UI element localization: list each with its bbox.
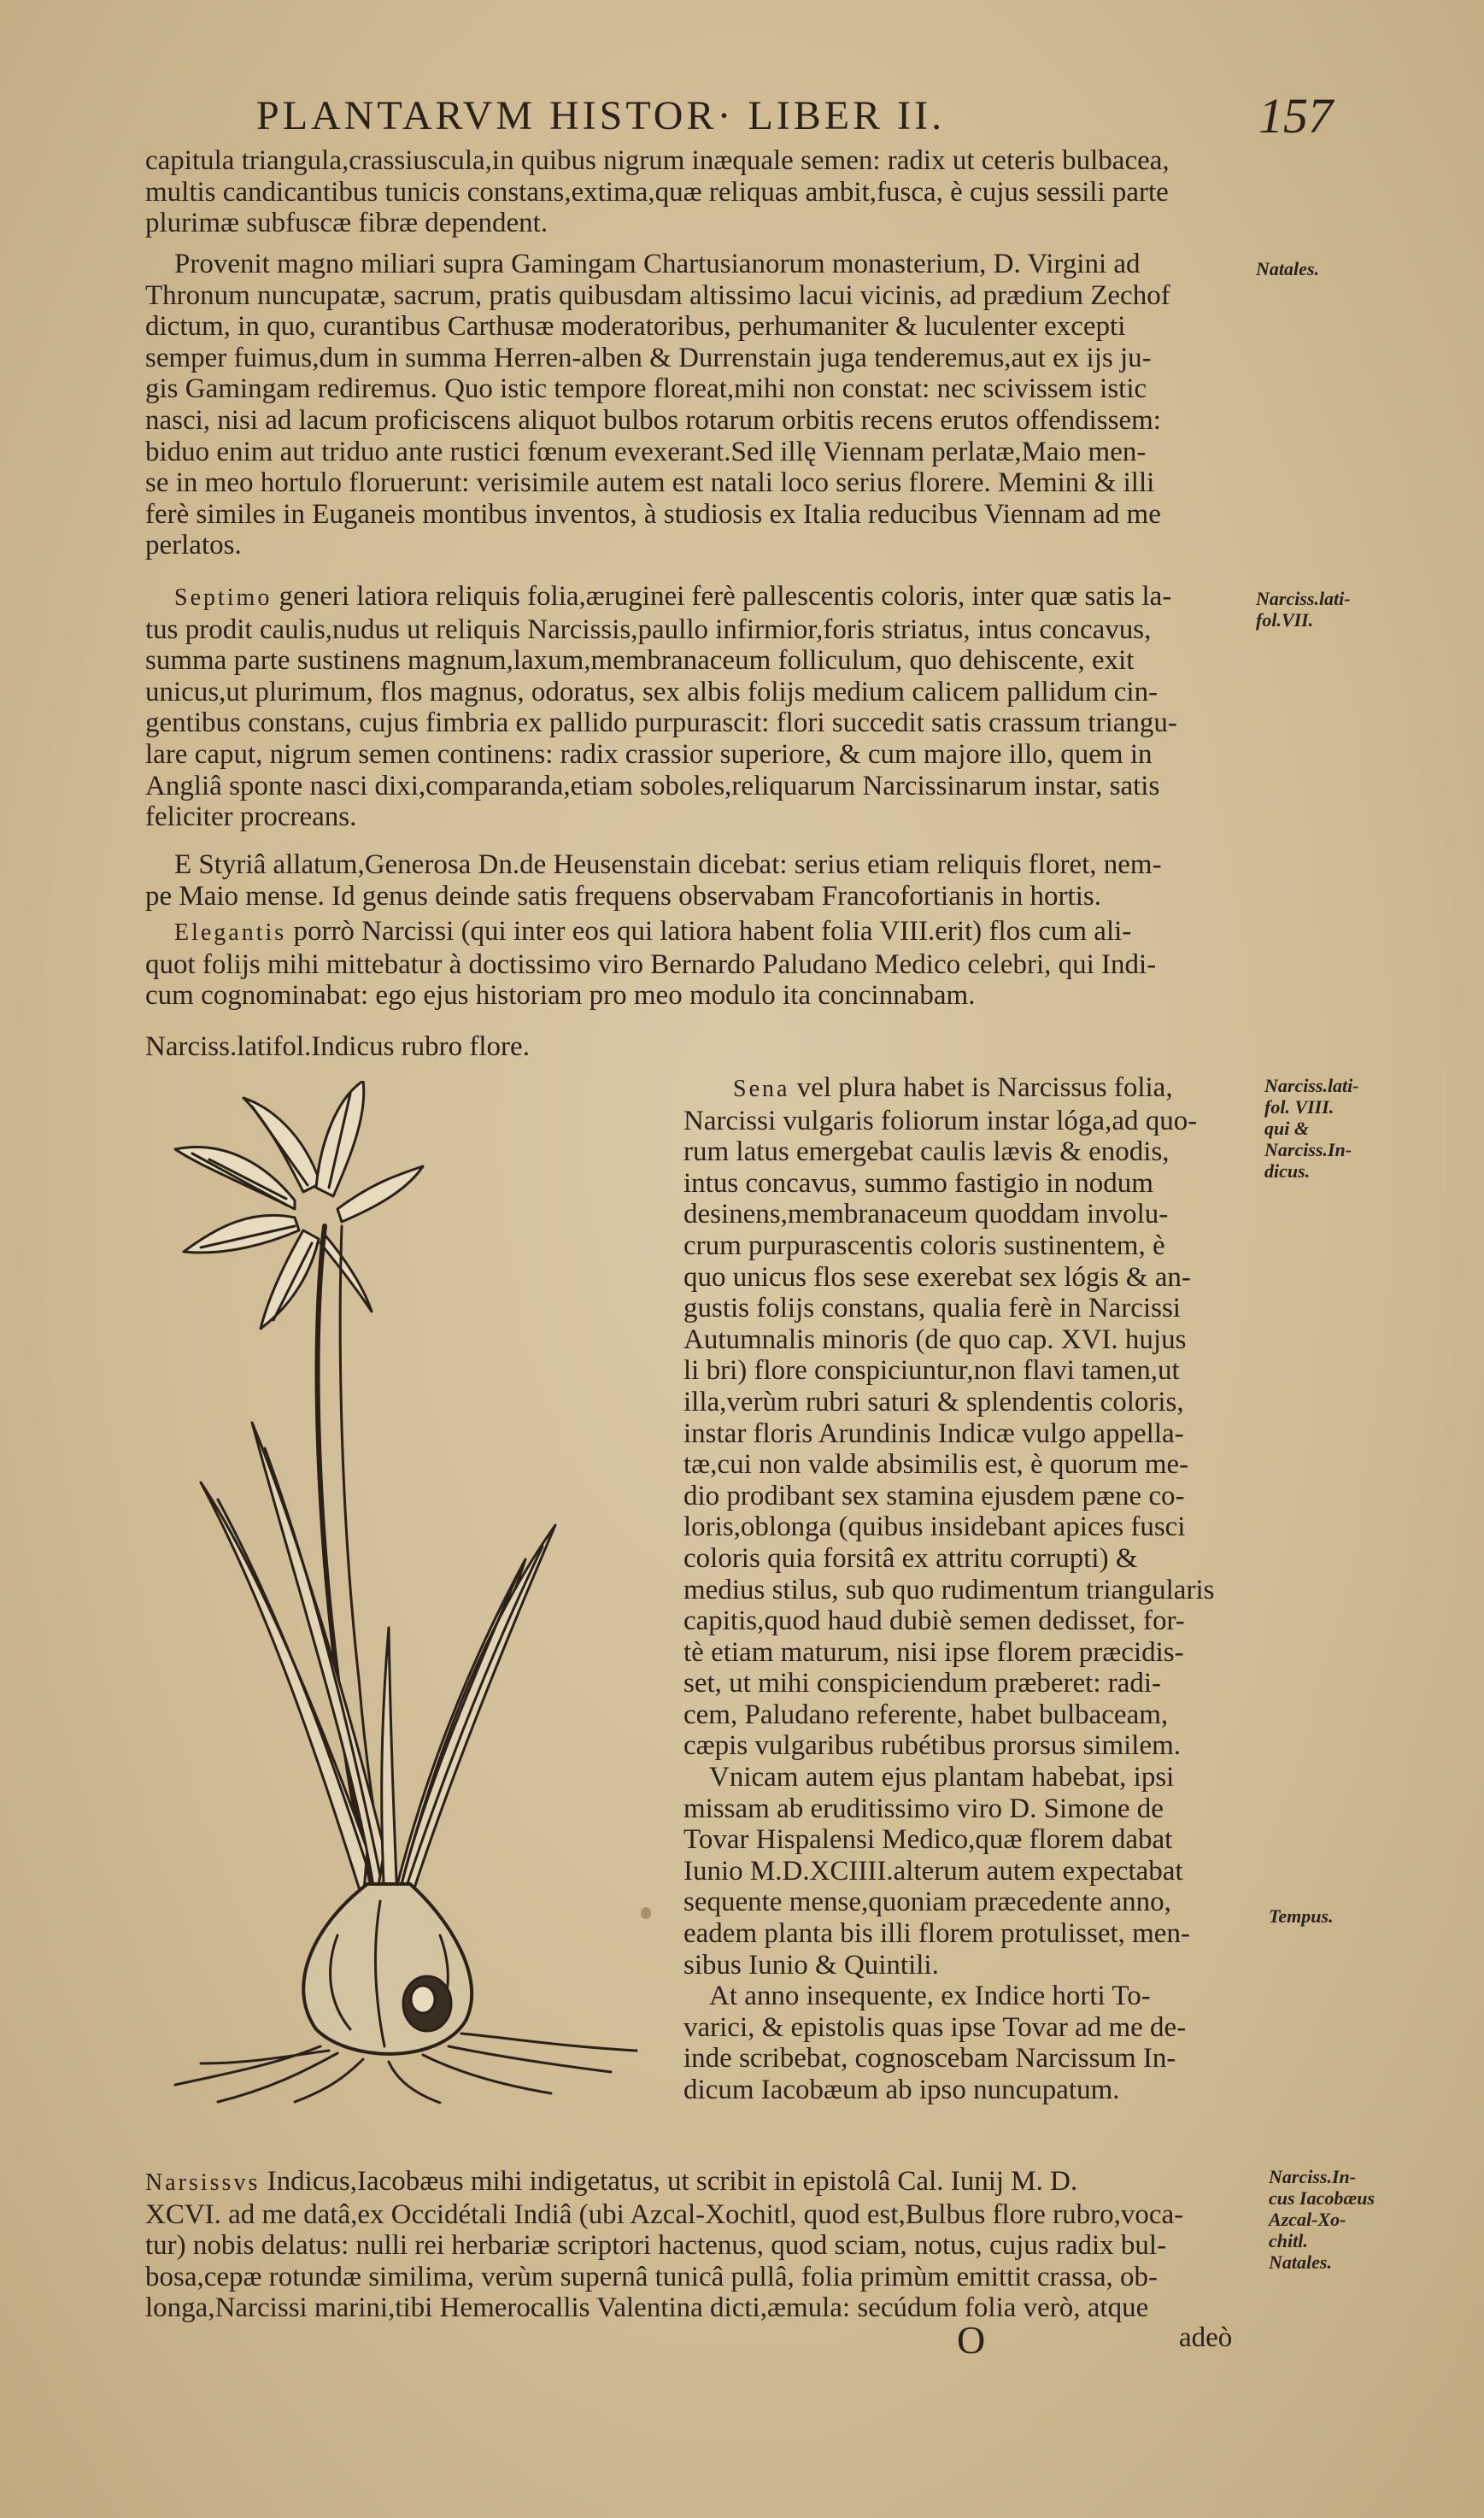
margin-note-line: fol. VIII. bbox=[1264, 1096, 1334, 1118]
text-line-rest: generi latiora reliquis folia,æruginei ferè pallescentis coloris, inter quæ satis la- bbox=[279, 581, 1172, 612]
text-line: cæpis vulgaribus rubétibus prorsus similem. bbox=[683, 1730, 1182, 1762]
text-line: Thronum nuncupatæ, sacrum, pratis quibusdam altissimo lacui vicinis, ad prædium Zechof bbox=[145, 279, 1170, 311]
text-line-rest: porrò Narcissi (qui inter eos qui latiora habent folia VIII.erit) flos cum ali- bbox=[293, 916, 1132, 947]
text-line bbox=[683, 1072, 1264, 1106]
narcissus-woodcut-illustration bbox=[167, 1081, 645, 2106]
text-line: li bri) flore conspiciuntur,non flavi tamen,ut bbox=[683, 1355, 1180, 1387]
text-line: semper fuimus,dum in summa Herren-alben & Durrenstain juga tenderemus,aut ex ijs ju- bbox=[145, 342, 1152, 373]
paragraph-styria bbox=[145, 849, 1256, 912]
text-line: bosa,cepæ rotundæ similima, verùm supernâ tunicâ pullâ, folia primùm emittit crassa, ob- bbox=[145, 2261, 1158, 2292]
text-line-rest: vel plura habet is Narcissus folia, bbox=[796, 1072, 1173, 1103]
text-line: gustis folijs constans, qualia ferè in Narcissi bbox=[683, 1293, 1181, 1324]
text-line: missam ab eruditissimo viro D. Simone de bbox=[683, 1793, 1164, 1824]
text-line: eadem planta bis illi florem protulisset, men- bbox=[683, 1918, 1190, 1950]
text-line: Iunio M.D.XCIIII.alterum autem expectabat bbox=[683, 1855, 1183, 1887]
margin-note-line: Narciss.In- bbox=[1269, 2166, 1357, 2187]
text-line: nasci, nisi ad lacum proficiscens aliquot bulbos rotarum orbitis recens erutos offendissem: bbox=[145, 404, 1161, 436]
text-line: E Styriâ allatum,Generosa Dn.de Heusenstain dicebat: serius etiam reliquis floret, nem- bbox=[174, 849, 1162, 880]
page-number: 157 bbox=[1258, 88, 1333, 144]
paragraph-lead-word: Septimo bbox=[174, 584, 273, 611]
text-line: tus prodit caulis,nudus ut reliquis Narcissis,paullo infirmior,foris striatus, intus concavus, bbox=[145, 613, 1152, 645]
text-line: intus concavus, summo fastigio in nodum bbox=[683, 1167, 1153, 1199]
text-line: gis Gamingam rediremus. Quo istic tempore floreat,mihi non constat: nec scivissem istic bbox=[145, 373, 1147, 405]
text-line: Tovar Hispalensi Medico,quæ florem dabat bbox=[683, 1824, 1173, 1856]
text-line: dictum, in quo, curantibus Carthusæ moderatoribus, perhumaniter & luculenter excepti bbox=[145, 311, 1126, 343]
margin-note-line: Narciss.lati- bbox=[1264, 1075, 1359, 1096]
text-line: crum purpurascentis coloris sustinentem, è bbox=[683, 1230, 1165, 1261]
paragraph-lead-word: Sena bbox=[733, 1076, 790, 1102]
margin-note-natales: Natales. bbox=[1256, 258, 1319, 279]
text-line: tur) nobis delatus: nulli rei herbariæ scriptori hactenus, quod sciam, notus, cujus radix bul- bbox=[145, 2230, 1167, 2262]
text-line: Narcissi vulgaris foliorum instar lóga,ad quo- bbox=[683, 1105, 1198, 1136]
text-line: perlatos. bbox=[145, 530, 242, 561]
text-line: Angliâ sponte nasci dixi,comparanda,etiam soboles,reliquarum Narcissinarum instar, satis bbox=[145, 770, 1160, 801]
text-line: sibus Iunio & Quintili. bbox=[683, 1949, 939, 1981]
text-line: longa,Narcissi marini,tibi Hemerocallis Valentina dicti,æmula: secúdum folia verò, atque bbox=[145, 2292, 1149, 2324]
text-line: At anno insequente, ex Indice horti To- bbox=[709, 1981, 1151, 2012]
text-line: Provenit magno miliari supra Gamingam Chartusianorum monasterium, D. Virgini ad bbox=[174, 249, 1141, 279]
margin-note-line: qui & bbox=[1264, 1118, 1309, 1139]
text-line: illa,verùm rubri saturi & splendentis coloris, bbox=[683, 1386, 1184, 1417]
margin-note-line: Azcal-Xo- bbox=[1269, 2209, 1346, 2230]
text-line: quot folijs mihi mittebatur à doctissimo viro Bernardo Paludano Medico celebri, qui Indi- bbox=[145, 948, 1157, 980]
margin-note-tempus: Tempus. bbox=[1269, 1905, 1334, 1927]
text-line: desinens,membranaceum quoddam involu- bbox=[683, 1199, 1169, 1230]
text-line: Autumnalis minoris (de quo cap. XVI. hujus bbox=[683, 1324, 1187, 1355]
text-line-rest: Indicus,Iacobæus mihi indigetatus, ut scribit in epistolâ Cal. Iunij M. D. bbox=[267, 2166, 1078, 2197]
paragraph-elegantis bbox=[145, 916, 1256, 1012]
ink-spot bbox=[641, 1907, 651, 1919]
text-line: capitis,quod haud dubiè semen dedisset, for- bbox=[683, 1605, 1185, 1637]
running-title: PLANTARVM HISTOR· LIBER II. bbox=[256, 93, 946, 138]
text-line: varici, & epistolis quas ipse Tovar ad me de- bbox=[683, 2011, 1187, 2043]
text-line: gentibus constans, cujus fimbria ex pallido purpurascit: flori succedit satis crassum triangu- bbox=[145, 707, 1177, 739]
margin-note-line: Narciss.In- bbox=[1264, 1139, 1352, 1160]
text-line: set, ut mihi conspiciendum præberet: radi- bbox=[683, 1668, 1162, 1699]
text-line: ferè similes in Euganeis montibus inventos, à studiosis ex Italia reducibus Viennam ad me bbox=[145, 498, 1161, 530]
text-line: quo unicus flos sese exerebat sex lógis & an- bbox=[683, 1261, 1191, 1293]
text-line: unicus,ut plurimum, flos magnus, odoratus, sex albis folijs medium calicem pallidum cin- bbox=[145, 676, 1158, 707]
text-line: multis candicantibus tunicis constans,extima,quæ reliquas ambit,fusca, è cujus sessili parte bbox=[145, 176, 1169, 208]
text-line: plurimæ subfuscæ fibræ dependent. bbox=[145, 208, 548, 239]
paragraph-septimo bbox=[145, 581, 1256, 833]
text-line: cem, Paludano referente, habet bulbaceam, bbox=[683, 1699, 1169, 1730]
text-line: XCVI. ad me datâ,ex Occidétali Indiâ (ubi Azcal-Xochitl, quod est,Bulbus flore rubro,voca- bbox=[145, 2198, 1184, 2230]
margin-note-line: chitl. bbox=[1269, 2230, 1308, 2251]
signature-mark: O bbox=[957, 2318, 986, 2362]
catchword: adeò bbox=[1179, 2322, 1233, 2353]
margin-note-line: Narciss.lati- bbox=[1256, 588, 1351, 609]
text-line: tè etiam maturum, nisi ipse florem præcidis- bbox=[683, 1636, 1184, 1668]
text-line: pe Maio mense. Id genus deinde satis frequens observabam Francofortianis in hortis. bbox=[145, 880, 1101, 912]
text-line: coloris quia forsitâ ex attritu corrupti) & bbox=[683, 1542, 1138, 1574]
column-text-sena bbox=[683, 1072, 1264, 2106]
text-line: cum cognominabat: ego ejus historiam pro meo modulo ita concinnabam. bbox=[145, 980, 976, 1012]
text-line bbox=[145, 916, 1256, 949]
text-line bbox=[145, 581, 1256, 614]
text-line: inde scribebat, cognoscebam Narcissum In- bbox=[683, 2043, 1176, 2075]
text-line bbox=[145, 2166, 1264, 2199]
text-line: se in meo hortulo floruerunt: verisimile autem est natali loco serius florere. Memini & illi bbox=[145, 467, 1155, 499]
margin-note-line: Natales. bbox=[1269, 2251, 1332, 2273]
text-line: Vnicam autem ejus plantam habebat, ipsi bbox=[709, 1762, 1175, 1793]
text-line: lare caput, nigrum semen continens: radix crassior superiore, & cum majore illo, quem in bbox=[145, 738, 1153, 770]
text-line: tæ,cui non valde absimilis est, è quorum me- bbox=[683, 1449, 1189, 1481]
text-line: summa parte sustinens magnum,laxum,membranaceum folliculum, quo dehiscente, exit bbox=[145, 645, 1135, 677]
margin-note-line: dicus. bbox=[1264, 1160, 1311, 1182]
figure-caption: Narciss.latifol.Indicus rubro flore. bbox=[145, 1031, 530, 1062]
text-line: dio prodibant sex stamina ejusdem pæne co- bbox=[683, 1480, 1185, 1511]
text-line: rum latus emergebat caulis lævis & enodis, bbox=[683, 1136, 1170, 1168]
text-line: dicum Iacobæum ab ipso nuncupatum. bbox=[683, 2075, 1120, 2105]
text-line: biduo enim aut triduo ante rustici fœnum evexerant.Sed illę Viennam perlatæ,Maio men- bbox=[145, 436, 1147, 467]
paragraph-lead-word: Elegantis bbox=[174, 919, 287, 946]
text-line: medius stilus, sub quo rudimentum triangularis bbox=[683, 1574, 1215, 1605]
margin-note-narciss-latifol-vii bbox=[1256, 588, 1351, 631]
text-line: feliciter procreans. bbox=[145, 801, 357, 833]
running-header bbox=[256, 88, 1333, 152]
text-line: instar floris Arundinis Indicæ vulgo appella- bbox=[683, 1417, 1184, 1449]
text-line: loris,oblonga (quibus insidebant apices fusci bbox=[683, 1511, 1186, 1543]
paragraph-lead-word: Narsissvs bbox=[145, 2169, 261, 2196]
paragraph-provenit bbox=[145, 249, 1264, 561]
text-line: sequente mense,quoniam præcedente anno, bbox=[683, 1887, 1171, 1918]
text-line: capitula triangula,crassiuscula,in quibus nigrum inæquale semen: radix ut ceteris bulbacea, bbox=[145, 145, 1170, 176]
margin-note-line: fol.VII. bbox=[1256, 609, 1314, 631]
margin-note-narciss-iacobaeus bbox=[1269, 2166, 1375, 2273]
margin-note-line: cus Iacobæus bbox=[1269, 2187, 1375, 2209]
paragraph-narsissus-indicus bbox=[145, 2166, 1264, 2324]
paragraph-continuation bbox=[145, 145, 1256, 239]
margin-note-narciss-latifol-viii bbox=[1264, 1075, 1359, 1182]
